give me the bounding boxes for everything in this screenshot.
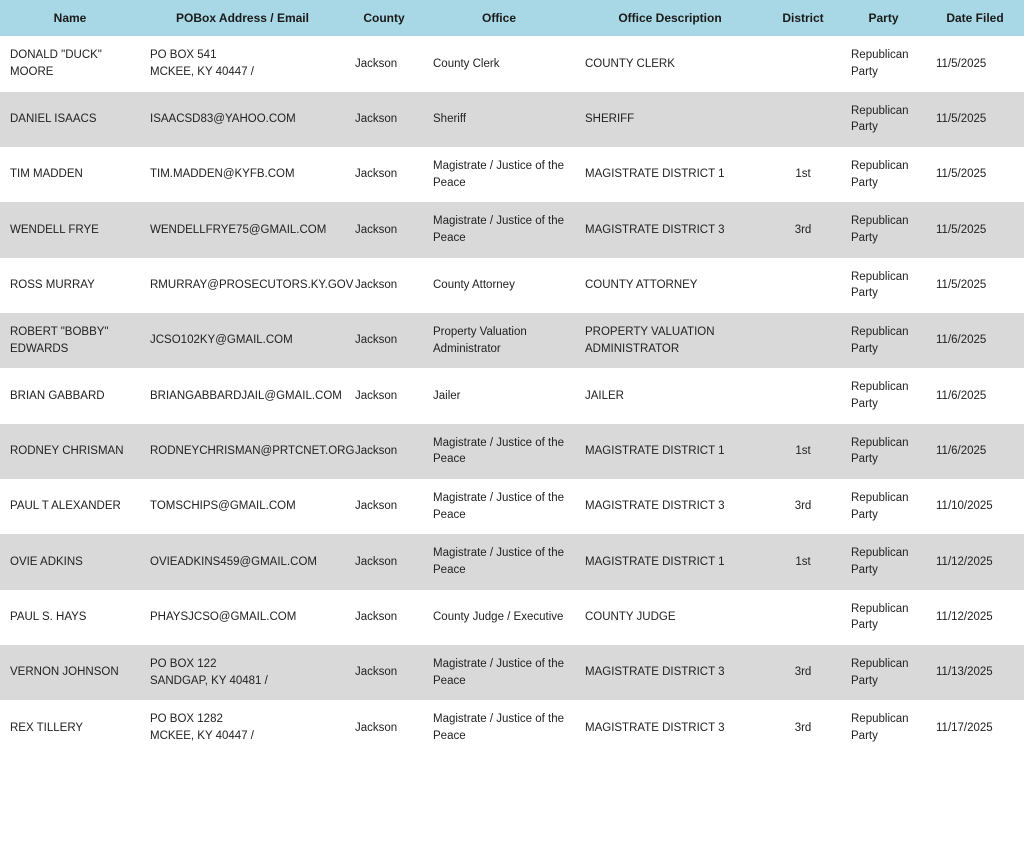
column-header-office-description: Office Description — [575, 0, 765, 36]
cell-name: ROBERT "BOBBY" EDWARDS — [0, 313, 140, 368]
cell-office: Magistrate / Justice of the Peace — [423, 424, 575, 479]
cell-office-description: MAGISTRATE DISTRICT 3 — [575, 202, 765, 257]
column-header-district: District — [765, 0, 841, 36]
table-row — [0, 534, 1024, 589]
cell-address-email — [140, 700, 345, 755]
cell-office: Magistrate / Justice of the Peace — [423, 645, 575, 700]
cell-date-filed: 11/5/2025 — [926, 258, 1024, 313]
cell-district — [765, 313, 841, 368]
column-header-office: Office — [423, 0, 575, 36]
cell-name: VERNON JOHNSON — [0, 645, 140, 700]
cell-office-description: COUNTY JUDGE — [575, 590, 765, 645]
cell-party: Republican Party — [841, 258, 926, 313]
table-header — [0, 0, 1024, 36]
cell-party: Republican Party — [841, 645, 926, 700]
cell-office: Magistrate / Justice of the Peace — [423, 202, 575, 257]
table-row — [0, 92, 1024, 147]
table-row — [0, 36, 1024, 91]
cell-address-email — [140, 645, 345, 700]
cell-party: Republican Party — [841, 590, 926, 645]
cell-district — [765, 258, 841, 313]
cell-county: Jackson — [345, 645, 423, 700]
cell-name: OVIE ADKINS — [0, 534, 140, 589]
cell-date-filed: 11/10/2025 — [926, 479, 1024, 534]
table-row — [0, 645, 1024, 700]
table-row — [0, 424, 1024, 479]
cell-office: Magistrate / Justice of the Peace — [423, 534, 575, 589]
cell-address-email: TOMSCHIPS@GMAIL.COM — [140, 479, 345, 534]
cell-address-email: WENDELLFRYE75@GMAIL.COM — [140, 202, 345, 257]
cell-address-email: OVIEADKINS459@GMAIL.COM — [140, 534, 345, 589]
cell-county: Jackson — [345, 147, 423, 202]
cell-county: Jackson — [345, 92, 423, 147]
cell-party: Republican Party — [841, 147, 926, 202]
cell-office-description: PROPERTY VALUATION ADMINISTRATOR — [575, 313, 765, 368]
cell-date-filed: 11/6/2025 — [926, 424, 1024, 479]
cell-office-description: COUNTY ATTORNEY — [575, 258, 765, 313]
column-header-name: Name — [0, 0, 140, 36]
cell-district: 1st — [765, 147, 841, 202]
cell-district: 3rd — [765, 202, 841, 257]
column-header-pobox-address-email: POBox Address / Email — [140, 0, 345, 36]
cell-date-filed: 11/6/2025 — [926, 313, 1024, 368]
cell-name: REX TILLERY — [0, 700, 140, 755]
cell-party: Republican Party — [841, 424, 926, 479]
cell-date-filed: 11/6/2025 — [926, 368, 1024, 423]
table-row — [0, 258, 1024, 313]
cell-office: County Attorney — [423, 258, 575, 313]
cell-address-email: PHAYSJCSO@GMAIL.COM — [140, 590, 345, 645]
cell-office: Jailer — [423, 368, 575, 423]
cell-address-email: BRIANGABBARDJAIL@GMAIL.COM — [140, 368, 345, 423]
table-body — [0, 36, 1024, 755]
address-line: MCKEE, KY 40447 / — [150, 65, 254, 78]
cell-office-description: MAGISTRATE DISTRICT 1 — [575, 147, 765, 202]
cell-name: WENDELL FRYE — [0, 202, 140, 257]
cell-district — [765, 36, 841, 91]
cell-address-email: ISAACSD83@YAHOO.COM — [140, 92, 345, 147]
column-header-party: Party — [841, 0, 926, 36]
cell-district — [765, 368, 841, 423]
address-line: SANDGAP, KY 40481 / — [150, 674, 268, 687]
table-row — [0, 147, 1024, 202]
cell-name: TIM MADDEN — [0, 147, 140, 202]
cell-office: County Judge / Executive — [423, 590, 575, 645]
table-row — [0, 368, 1024, 423]
cell-county: Jackson — [345, 368, 423, 423]
cell-office-description: MAGISTRATE DISTRICT 1 — [575, 534, 765, 589]
cell-office-description: MAGISTRATE DISTRICT 3 — [575, 479, 765, 534]
cell-party: Republican Party — [841, 313, 926, 368]
cell-district — [765, 92, 841, 147]
cell-office-description: COUNTY CLERK — [575, 36, 765, 91]
cell-address-email: RMURRAY@PROSECUTORS.KY.GOV — [140, 258, 345, 313]
address-line: PO BOX 122 — [150, 657, 217, 670]
cell-office-description: MAGISTRATE DISTRICT 1 — [575, 424, 765, 479]
cell-party: Republican Party — [841, 479, 926, 534]
cell-county: Jackson — [345, 36, 423, 91]
cell-district: 3rd — [765, 645, 841, 700]
cell-date-filed: 11/5/2025 — [926, 36, 1024, 91]
address-line: MCKEE, KY 40447 / — [150, 729, 254, 742]
cell-party: Republican Party — [841, 92, 926, 147]
cell-county: Jackson — [345, 479, 423, 534]
cell-date-filed: 11/12/2025 — [926, 534, 1024, 589]
cell-date-filed: 11/17/2025 — [926, 700, 1024, 755]
cell-office-description: JAILER — [575, 368, 765, 423]
cell-party: Republican Party — [841, 202, 926, 257]
cell-name: RODNEY CHRISMAN — [0, 424, 140, 479]
cell-date-filed: 11/5/2025 — [926, 92, 1024, 147]
cell-district: 1st — [765, 534, 841, 589]
cell-office: County Clerk — [423, 36, 575, 91]
cell-address-email: RODNEYCHRISMAN@PRTCNET.ORG — [140, 424, 345, 479]
column-header-county: County — [345, 0, 423, 36]
cell-party: Republican Party — [841, 368, 926, 423]
cell-address-email: JCSO102KY@GMAIL.COM — [140, 313, 345, 368]
cell-county: Jackson — [345, 534, 423, 589]
cell-name: DONALD "DUCK" MOORE — [0, 36, 140, 91]
cell-county: Jackson — [345, 590, 423, 645]
cell-date-filed: 11/5/2025 — [926, 147, 1024, 202]
cell-office-description: SHERIFF — [575, 92, 765, 147]
cell-office: Magistrate / Justice of the Peace — [423, 700, 575, 755]
cell-county: Jackson — [345, 202, 423, 257]
table-header-row — [0, 0, 1024, 36]
cell-name: DANIEL ISAACS — [0, 92, 140, 147]
cell-district: 3rd — [765, 479, 841, 534]
address-line: PO BOX 541 — [150, 49, 217, 62]
cell-office-description: MAGISTRATE DISTRICT 3 — [575, 700, 765, 755]
cell-date-filed: 11/12/2025 — [926, 590, 1024, 645]
table-row — [0, 590, 1024, 645]
column-header-date-filed: Date Filed — [926, 0, 1024, 36]
table-row — [0, 202, 1024, 257]
cell-county: Jackson — [345, 313, 423, 368]
cell-party: Republican Party — [841, 700, 926, 755]
cell-party: Republican Party — [841, 534, 926, 589]
cell-name: PAUL T ALEXANDER — [0, 479, 140, 534]
table-row — [0, 313, 1024, 368]
cell-date-filed: 11/5/2025 — [926, 202, 1024, 257]
cell-district: 1st — [765, 424, 841, 479]
cell-county: Jackson — [345, 424, 423, 479]
cell-office: Property Valuation Administrator — [423, 313, 575, 368]
cell-office: Sheriff — [423, 92, 575, 147]
cell-county: Jackson — [345, 700, 423, 755]
cell-district — [765, 590, 841, 645]
cell-name: BRIAN GABBARD — [0, 368, 140, 423]
cell-district: 3rd — [765, 700, 841, 755]
cell-county: Jackson — [345, 258, 423, 313]
cell-party: Republican Party — [841, 36, 926, 91]
cell-office-description: MAGISTRATE DISTRICT 3 — [575, 645, 765, 700]
address-line: PO BOX 1282 — [150, 713, 223, 726]
cell-address-email — [140, 36, 345, 91]
cell-name: ROSS MURRAY — [0, 258, 140, 313]
table-row — [0, 700, 1024, 755]
cell-address-email: TIM.MADDEN@KYFB.COM — [140, 147, 345, 202]
cell-name: PAUL S. HAYS — [0, 590, 140, 645]
cell-office: Magistrate / Justice of the Peace — [423, 147, 575, 202]
cell-office: Magistrate / Justice of the Peace — [423, 479, 575, 534]
table-row — [0, 479, 1024, 534]
cell-date-filed: 11/13/2025 — [926, 645, 1024, 700]
